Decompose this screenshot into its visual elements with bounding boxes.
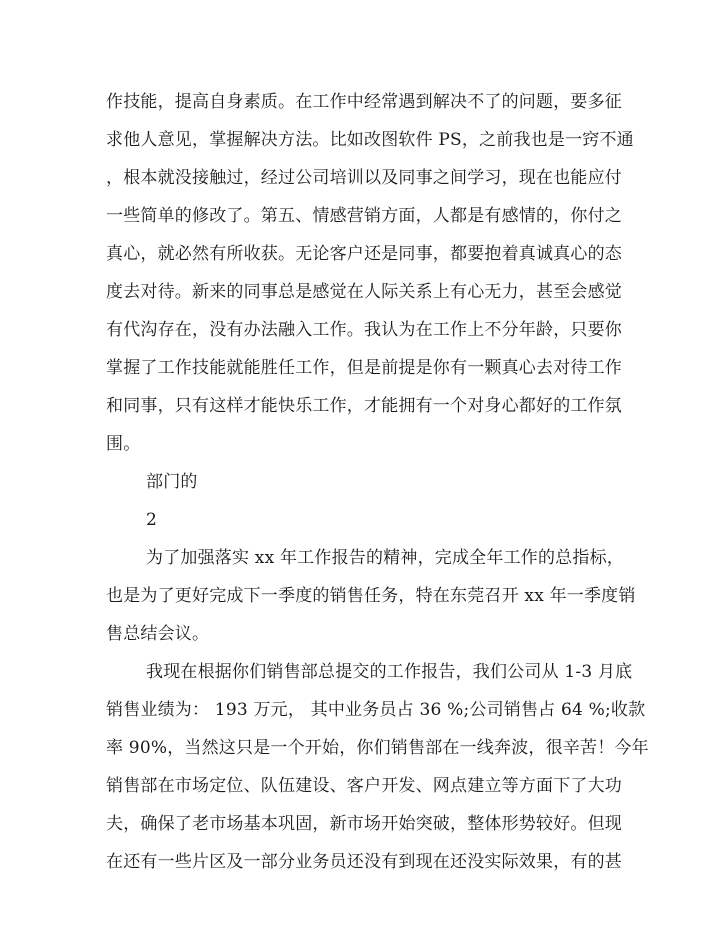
text-line: 度去对待。新来的同事总是感觉在人际关系上有心无力，甚至会感觉 — [106, 282, 622, 302]
section-number: 2 — [146, 510, 158, 530]
paragraph-start: 我现在根据你们销售部总提交的工作报告，我们公司从 1-3 月底 — [146, 662, 633, 682]
text-line: 率 90%，当然这只是一个开始，你们销售部在一线奔波，很辛苦！今年 — [106, 738, 649, 758]
text-line: 作技能，提高自身素质。在工作中经常遇到解决不了的问题，要多征 — [106, 92, 622, 112]
text-line: 有代沟存在，没有办法融入工作。我认为在工作上不分年龄，只要你 — [106, 320, 622, 340]
text-line: 求他人意见，掌握解决方法。比如改图软件 PS，之前我也是一窍不通 — [106, 130, 634, 150]
paragraph-start: 为了加强落实 xx 年工作报告的精神，完成全年工作的总指标， — [146, 548, 624, 568]
text-line: 也是为了更好完成下一季度的销售任务，特在东莞召开 xx 年一季度销 — [106, 586, 636, 606]
text-line: 真心，就必然有所收获。无论客户还是同事，都要抱着真诚真心的态 — [106, 244, 622, 264]
section-heading: 部门的 — [146, 472, 198, 492]
text-line: ，根本就没接触过，经过公司培训以及同事之间学习，现在也能应付 — [106, 168, 622, 188]
text-line: 和同事，只有这样才能快乐工作，才能拥有一个对身心都好的工作氛 — [106, 396, 622, 416]
text-line: 夫，确保了老市场基本巩固，新市场开始突破，整体形势较好。但现 — [106, 814, 622, 834]
text-line: 销售部在市场定位、队伍建设、客户开发、网点建立等方面下了大功 — [106, 776, 622, 796]
text-line: 围。 — [106, 434, 141, 454]
text-line: 一些简单的修改了。第五、情感营销方面，人都是有感情的，你付之 — [106, 206, 622, 226]
text-line: 售总结会议。 — [106, 624, 210, 644]
text-line: 在还有一些片区及一部分业务员还没有到现在还没实际效果，有的甚 — [106, 852, 622, 872]
text-line: 掌握了工作技能就能胜任工作，但是前提是你有一颗真心去对待工作 — [106, 358, 622, 378]
text-line: 销售业绩为： 193 万元， 其中业务员占 36 %;公司销售占 64 %;收款 — [106, 700, 646, 720]
